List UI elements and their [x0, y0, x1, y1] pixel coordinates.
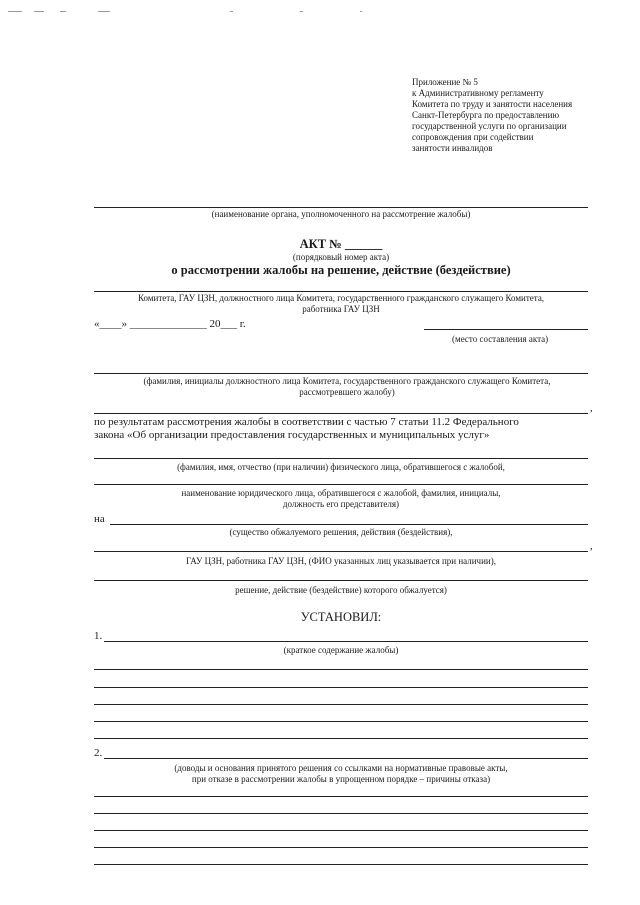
blank-line	[94, 738, 588, 739]
committee-caption	[94, 293, 588, 315]
decision-caption: решение, действие (бездействие) которого обжалуется)	[235, 585, 447, 595]
blank-line	[94, 830, 588, 831]
act-subtitle: о рассмотрении жалобы на решение, действие (бездействие)	[171, 263, 511, 277]
comma-mark: ,	[590, 540, 593, 552]
official-caption-line: рассмотревшего жалобу)	[299, 387, 395, 397]
result-line-blank	[94, 413, 588, 414]
blank-line	[94, 687, 588, 688]
place-caption: (место составления акта)	[452, 334, 549, 344]
gau-caption: ГАУ ЦЗН, работника ГАУ ЦЗН, (ФИО указанных лиц указывается при наличии),	[186, 556, 496, 566]
official-caption-line: (фамилия, инициалы должностного лица Комитета, государственного гражданского служащего Комитета,	[143, 376, 551, 386]
na-label: на	[94, 513, 105, 525]
committee-line	[94, 291, 588, 292]
official-caption	[94, 376, 600, 398]
blank-line	[94, 704, 588, 705]
item-number: 2.	[94, 747, 103, 759]
established-heading: УСТАНОВИЛ:	[300, 610, 382, 624]
organ-line	[94, 207, 588, 208]
item-number: 1.	[94, 630, 103, 642]
result-line: по результатам рассмотрения жалобы в соответствии с частью 7 статьи 11.2 Федерального	[94, 416, 519, 428]
essence-caption: (существо обжалуемого решения, действия (бездействия),	[229, 527, 453, 537]
blank-line	[94, 847, 588, 848]
blank-line	[94, 669, 588, 670]
appendix-line: сопровождения при содействии	[412, 132, 534, 142]
item2-caption-line: (доводы и основания принятого решения со ссылками на нормативные правовые акты,	[174, 763, 508, 773]
comma-mark: ,	[590, 402, 593, 414]
result-line: закона «Об организации предоставления государственных и муниципальных услуг»	[94, 429, 490, 441]
appendix-line: Санкт-Петербурга по предоставлению	[412, 110, 560, 120]
scan-artifact	[0, 0, 640, 20]
legal-caption-line: должность его представителя)	[282, 499, 400, 509]
result-text	[94, 416, 600, 442]
legal-line	[94, 484, 588, 485]
appendix-line: к Административному регламенту	[412, 88, 544, 98]
person-caption: (фамилия, имя, отчество (при наличии) физического лица, обратившегося с жалобой,	[177, 462, 505, 472]
appendix-line: Приложение № 5	[412, 77, 478, 87]
act-title: АКТ № ______	[299, 237, 383, 251]
blank-line	[94, 864, 588, 865]
item2-caption	[94, 763, 588, 785]
na-line	[110, 524, 588, 525]
legal-caption	[94, 488, 588, 510]
appendix-line: занятости инвалидов	[412, 143, 493, 153]
act-number-caption: (порядковый номер акта)	[292, 252, 390, 262]
item1-line	[104, 641, 588, 642]
item2-caption-line: при отказе в рассмотрении жалобы в упрощенном порядке – причины отказа)	[191, 774, 491, 784]
blank-line	[94, 721, 588, 722]
gau-line	[94, 551, 588, 552]
appendix-line: государственной услуги по организации	[412, 121, 567, 131]
item1-caption: (краткое содержание жалобы)	[283, 645, 399, 655]
decision-line	[94, 580, 588, 581]
legal-caption-line: наименование юридического лица, обратившегося с жалобой, фамилия, инициалы,	[181, 488, 501, 498]
committee-caption-line: работника ГАУ ЦЗН	[302, 304, 380, 314]
organ-caption: (наименование органа, уполномоченного на рассмотрение жалобы)	[211, 209, 471, 219]
committee-caption-line: Комитета, ГАУ ЦЗН, должностного лица Комитета, государственного гражданского служащего Комитета,	[137, 293, 545, 303]
official-line	[94, 373, 588, 374]
item2-line	[104, 758, 588, 759]
person-line	[94, 458, 588, 459]
appendix-line: Комитета по труду и занятости населения	[412, 99, 573, 109]
date-line: «____» ______________ 20___ г.	[94, 318, 246, 330]
blank-line	[94, 796, 588, 797]
blank-line	[94, 813, 588, 814]
appendix-block	[412, 77, 632, 154]
place-line	[424, 329, 588, 330]
